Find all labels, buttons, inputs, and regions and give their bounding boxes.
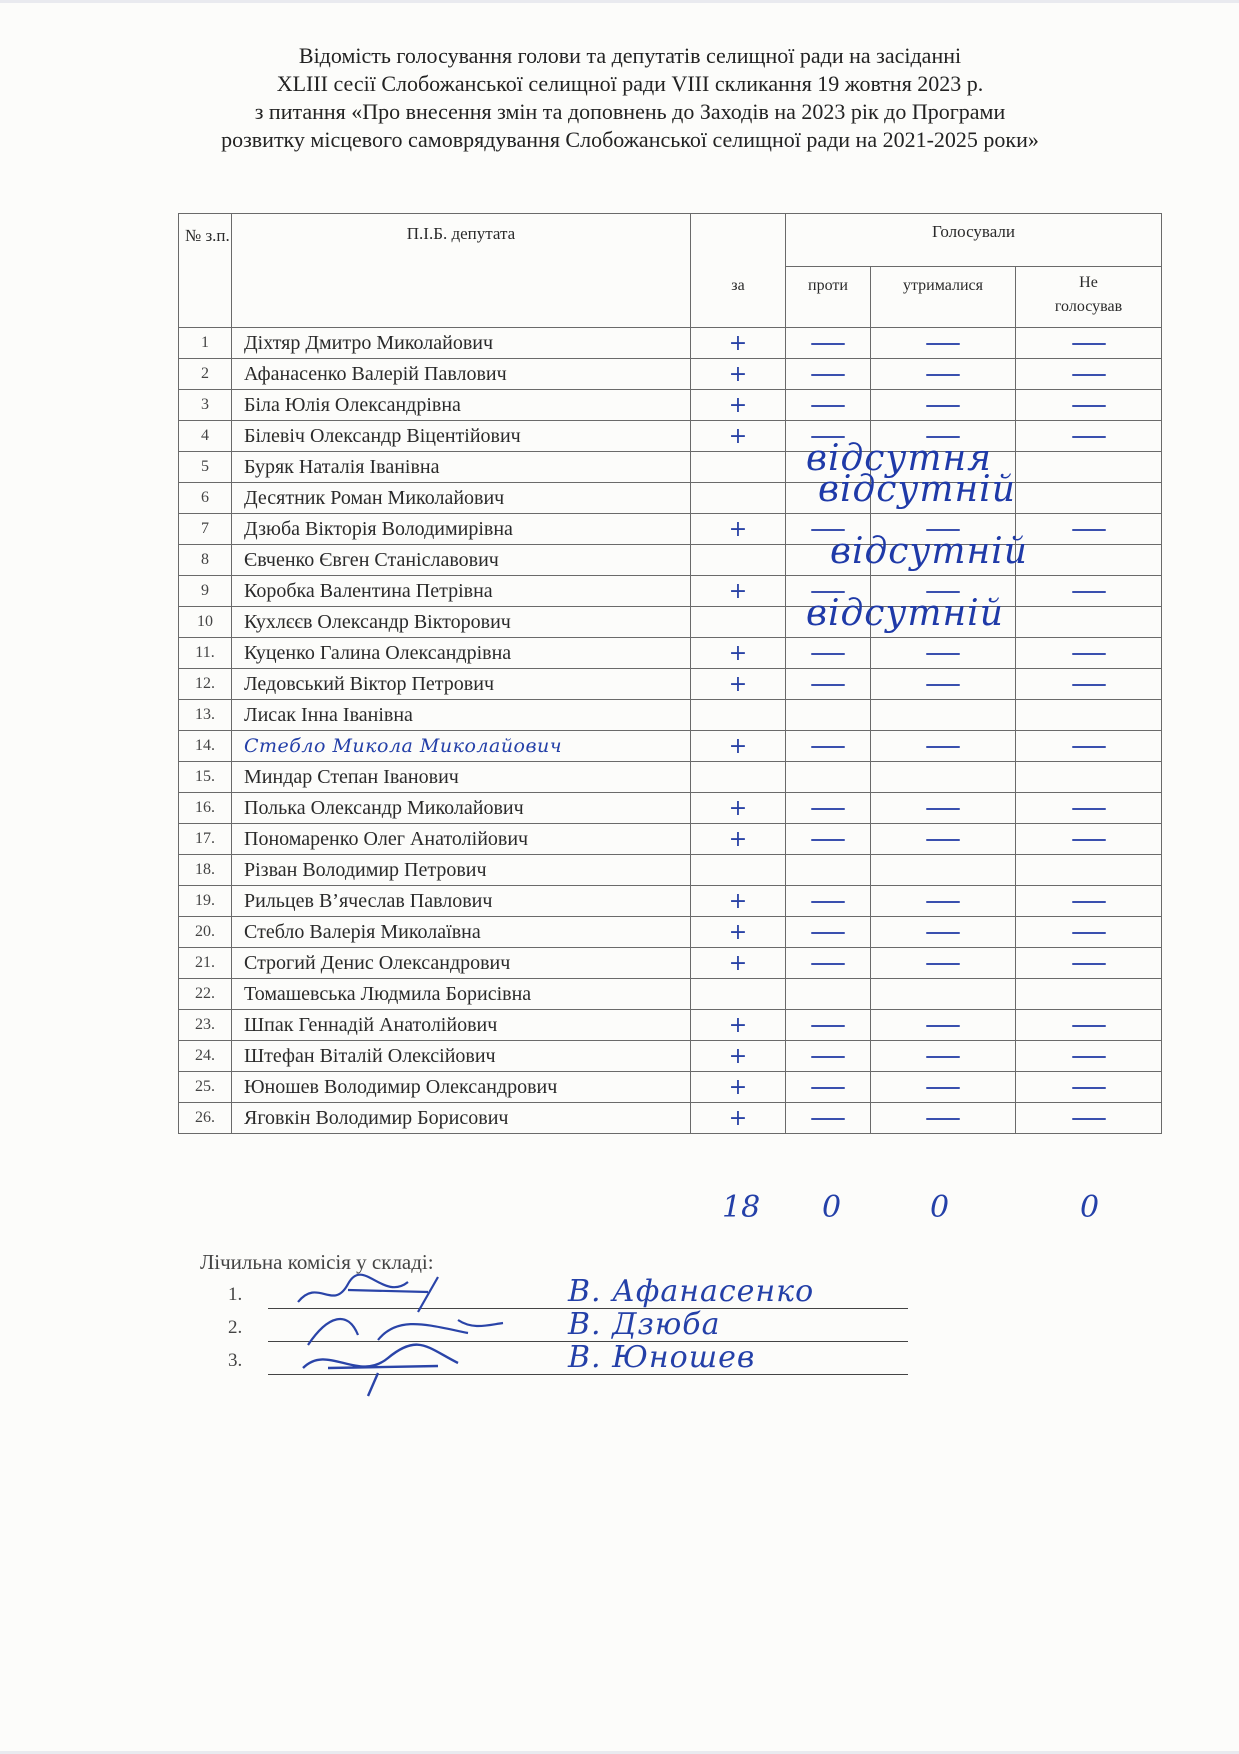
dash-mark	[811, 808, 845, 810]
vote-abstained-mark	[871, 886, 1016, 917]
vote-abstained-mark	[871, 359, 1016, 390]
table-row	[179, 1103, 1162, 1134]
vote-totals	[0, 1190, 1239, 1230]
vote-not-voted-mark	[1016, 886, 1162, 917]
absent-note: відсутня	[806, 437, 993, 479]
row-number: 6	[179, 483, 232, 514]
header-number: № з.п.	[179, 214, 232, 328]
row-number: 19.	[179, 886, 232, 917]
dash-mark	[926, 963, 960, 965]
vote-for-mark	[691, 979, 786, 1010]
deputy-name: Стебло Валерія Миколаївна	[232, 917, 691, 948]
scan-edge-top	[0, 0, 1239, 3]
vote-abstained-mark	[871, 483, 1016, 514]
vote-for-mark: +	[691, 886, 786, 917]
vote-not-voted-mark	[1016, 948, 1162, 979]
vote-not-voted-mark	[1016, 1072, 1162, 1103]
vote-abstained-mark	[871, 1041, 1016, 1072]
vote-against-mark	[786, 762, 871, 793]
vote-not-voted-mark	[1016, 638, 1162, 669]
row-number: 14.	[179, 731, 232, 762]
vote-abstained-mark	[871, 576, 1016, 607]
table-row	[179, 700, 1162, 731]
dash-mark	[926, 839, 960, 841]
dash-mark	[811, 1056, 845, 1058]
row-number: 23.	[179, 1010, 232, 1041]
vote-not-voted-mark	[1016, 607, 1162, 638]
table-row	[179, 545, 1162, 576]
table-row	[179, 731, 1162, 762]
deputy-name: Білевіч Олександр Віцентійович	[232, 421, 691, 452]
vote-abstained-mark	[871, 421, 1016, 452]
title-line-3: з питання «Про внесення змін та доповнень до Заходів на 2023 рік до Програми	[254, 99, 1006, 124]
vote-against-mark	[786, 917, 871, 948]
row-number: 17.	[179, 824, 232, 855]
dash-mark	[811, 746, 845, 748]
deputy-name: Різван Володимир Петрович	[232, 855, 691, 886]
vote-for-mark: +	[691, 1010, 786, 1041]
vote-for-mark: +	[691, 824, 786, 855]
vote-not-voted-mark	[1016, 855, 1162, 886]
dash-mark	[811, 374, 845, 376]
vote-abstained-mark	[871, 700, 1016, 731]
deputy-name: Пономаренко Олег Анатолійович	[232, 824, 691, 855]
deputy-name: Кухлєєв Олександр Вікторович	[232, 607, 691, 638]
commission-member-number: 2.	[228, 1317, 243, 1338]
dash-mark	[926, 684, 960, 686]
dash-mark	[1072, 343, 1106, 345]
vote-not-voted-mark	[1016, 514, 1162, 545]
vote-against-mark	[786, 390, 871, 421]
dash-mark	[1072, 746, 1106, 748]
row-number: 18.	[179, 855, 232, 886]
vote-against-mark	[786, 421, 871, 452]
vote-for-mark: +	[691, 1072, 786, 1103]
row-number: 5	[179, 452, 232, 483]
commission-member-name: В. Афанасенко	[568, 1274, 815, 1309]
row-number: 13.	[179, 700, 232, 731]
row-number: 25.	[179, 1072, 232, 1103]
vote-not-voted-mark	[1016, 793, 1162, 824]
dash-mark	[811, 529, 845, 531]
vote-for-mark: +	[691, 917, 786, 948]
vote-not-voted-mark	[1016, 390, 1162, 421]
vote-against-mark	[786, 545, 871, 576]
row-number: 2	[179, 359, 232, 390]
deputy-name: Штефан Віталій Олексійович	[232, 1041, 691, 1072]
total-against: 0	[822, 1190, 842, 1225]
table-row	[179, 328, 1162, 359]
vote-not-voted-mark	[1016, 328, 1162, 359]
vote-not-voted-mark	[1016, 762, 1162, 793]
dash-mark	[1072, 374, 1106, 376]
vote-not-voted-mark	[1016, 1041, 1162, 1072]
dash-mark	[1072, 684, 1106, 686]
row-number: 15.	[179, 762, 232, 793]
vote-abstained-mark	[871, 607, 1016, 638]
deputy-name: Дзюба Вікторія Володимирівна	[232, 514, 691, 545]
total-abstained: 0	[930, 1190, 950, 1225]
voting-table	[178, 213, 1162, 1134]
deputy-name: Яговкін Володимир Борисович	[232, 1103, 691, 1134]
dash-mark	[811, 1118, 845, 1120]
deputy-name: Юношев Володимир Олександрович	[232, 1072, 691, 1103]
dash-mark	[926, 1118, 960, 1120]
vote-abstained-mark	[871, 731, 1016, 762]
deputy-name: Афанасенко Валерій Павлович	[232, 359, 691, 390]
row-number: 8	[179, 545, 232, 576]
vote-against-mark	[786, 886, 871, 917]
dash-mark	[926, 1087, 960, 1089]
table-header-row-1	[179, 214, 1162, 267]
dash-mark	[926, 1056, 960, 1058]
title-line-4: розвитку місцевого самоврядування Слобожанської селищної ради на 2021-2025 роки»	[221, 127, 1039, 152]
row-number: 7	[179, 514, 232, 545]
vote-abstained-mark	[871, 1072, 1016, 1103]
dash-mark	[926, 591, 960, 593]
vote-against-mark	[786, 855, 871, 886]
deputy-name: Стебло Микола Миколайович	[232, 731, 691, 762]
row-number: 24.	[179, 1041, 232, 1072]
header-for: за	[691, 267, 786, 328]
dash-mark	[1072, 529, 1106, 531]
absent-note: відсутній	[818, 468, 1016, 510]
vote-not-voted-mark	[1016, 359, 1162, 390]
document-title	[150, 42, 1110, 154]
row-number: 11.	[179, 638, 232, 669]
deputy-name: Полька Олександр Миколайович	[232, 793, 691, 824]
vote-for-mark: +	[691, 638, 786, 669]
dash-mark	[811, 901, 845, 903]
dash-mark	[1072, 1025, 1106, 1027]
vote-against-mark	[786, 638, 871, 669]
vote-against-mark	[786, 979, 871, 1010]
table-row	[179, 452, 1162, 483]
row-number: 12.	[179, 669, 232, 700]
deputy-name: Десятник Роман Миколайович	[232, 483, 691, 514]
vote-not-voted-mark	[1016, 979, 1162, 1010]
commission-member-name: В. Юношев	[568, 1340, 756, 1375]
row-number: 4	[179, 421, 232, 452]
table-row	[179, 514, 1162, 545]
dash-mark	[1072, 808, 1106, 810]
vote-against-mark	[786, 1072, 871, 1103]
header-against: проти	[786, 267, 871, 328]
vote-against-mark	[786, 793, 871, 824]
table-row	[179, 886, 1162, 917]
table-body	[179, 328, 1162, 1134]
vote-against-mark	[786, 483, 871, 514]
total-not-voted: 0	[1080, 1190, 1100, 1225]
dash-mark	[926, 436, 960, 438]
vote-not-voted-mark	[1016, 700, 1162, 731]
vote-abstained-mark	[871, 855, 1016, 886]
deputy-name: Строгий Денис Олександрович	[232, 948, 691, 979]
vote-abstained-mark	[871, 948, 1016, 979]
vote-against-mark	[786, 514, 871, 545]
vote-against-mark	[786, 824, 871, 855]
vote-abstained-mark	[871, 390, 1016, 421]
vote-for-mark: +	[691, 669, 786, 700]
dash-mark	[811, 839, 845, 841]
dash-mark	[1072, 653, 1106, 655]
vote-against-mark	[786, 948, 871, 979]
dash-mark	[926, 901, 960, 903]
header-not-voted	[1016, 267, 1162, 328]
title-line-1: Відомість голосування голови та депутатів селищної ради на засіданні	[298, 43, 962, 68]
vote-abstained-mark	[871, 979, 1016, 1010]
header-not-voted-line2: голосував	[1054, 298, 1123, 315]
dash-mark	[811, 963, 845, 965]
vote-against-mark	[786, 1010, 871, 1041]
commission-label: Лічильна комісія у складі:	[200, 1250, 434, 1274]
row-number: 26.	[179, 1103, 232, 1134]
deputy-name: Буряк Наталія Іванівна	[232, 452, 691, 483]
table-row	[179, 421, 1162, 452]
dash-mark	[926, 374, 960, 376]
dash-mark	[811, 591, 845, 593]
vote-for-mark: +	[691, 948, 786, 979]
commission-member-name: В. Дзюба	[568, 1307, 721, 1342]
vote-abstained-mark	[871, 1010, 1016, 1041]
vote-not-voted-mark	[1016, 917, 1162, 948]
dash-mark	[811, 653, 845, 655]
dash-mark	[1072, 839, 1106, 841]
dash-mark	[926, 653, 960, 655]
vote-not-voted-mark	[1016, 452, 1162, 483]
vote-for-mark: +	[691, 731, 786, 762]
dash-mark	[926, 343, 960, 345]
vote-against-mark	[786, 328, 871, 359]
row-number: 20.	[179, 917, 232, 948]
commission-member-3	[228, 1340, 908, 1379]
dash-mark	[1072, 1056, 1106, 1058]
vote-abstained-mark	[871, 669, 1016, 700]
dash-mark	[1072, 591, 1106, 593]
vote-abstained-mark	[871, 793, 1016, 824]
dash-mark	[1072, 901, 1106, 903]
absent-note: відсутній	[830, 530, 1028, 572]
vote-against-mark	[786, 731, 871, 762]
vote-abstained-mark	[871, 638, 1016, 669]
vote-against-mark	[786, 452, 871, 483]
title-line-2: XLIII сесії Слобожанської селищної ради VIII скликання 19 жовтня 2023 р.	[276, 71, 984, 96]
dash-mark	[811, 1087, 845, 1089]
signature-3	[288, 1338, 508, 1398]
vote-for-mark	[691, 607, 786, 638]
commission-list	[228, 1274, 908, 1379]
table-row	[179, 824, 1162, 855]
row-number: 22.	[179, 979, 232, 1010]
deputy-name: Томашевська Людмила Борисівна	[232, 979, 691, 1010]
commission-member-number: 1.	[228, 1284, 243, 1305]
vote-for-mark: +	[691, 421, 786, 452]
deputy-name: Лисак Інна Іванівна	[232, 700, 691, 731]
vote-for-mark: +	[691, 359, 786, 390]
vote-abstained-mark	[871, 1103, 1016, 1134]
deputy-name: Шпак Геннадій Анатолійович	[232, 1010, 691, 1041]
table-row	[179, 793, 1162, 824]
header-abstained: утрималися	[871, 267, 1016, 328]
table-row	[179, 390, 1162, 421]
dash-mark	[811, 932, 845, 934]
deputy-name: Миндар Степан Іванович	[232, 762, 691, 793]
row-number: 9	[179, 576, 232, 607]
dash-mark	[926, 1025, 960, 1027]
vote-abstained-mark	[871, 762, 1016, 793]
dash-mark	[1072, 405, 1106, 407]
table-row	[179, 948, 1162, 979]
vote-against-mark	[786, 1041, 871, 1072]
row-number: 3	[179, 390, 232, 421]
dash-mark	[926, 932, 960, 934]
vote-abstained-mark	[871, 824, 1016, 855]
vote-not-voted-mark	[1016, 545, 1162, 576]
vote-for-mark: +	[691, 328, 786, 359]
vote-for-mark	[691, 700, 786, 731]
dash-mark	[811, 684, 845, 686]
vote-not-voted-mark	[1016, 483, 1162, 514]
vote-not-voted-mark	[1016, 576, 1162, 607]
table-row	[179, 917, 1162, 948]
table-row	[179, 1041, 1162, 1072]
vote-for-mark	[691, 483, 786, 514]
header-voted: Голосували	[786, 214, 1162, 267]
vote-for-mark: +	[691, 1041, 786, 1072]
vote-abstained-mark	[871, 545, 1016, 576]
table-row	[179, 607, 1162, 638]
deputy-name: Куценко Галина Олександрівна	[232, 638, 691, 669]
dash-mark	[1072, 1087, 1106, 1089]
table-row	[179, 576, 1162, 607]
table-row	[179, 1010, 1162, 1041]
vote-for-mark	[691, 545, 786, 576]
dash-mark	[1072, 436, 1106, 438]
table-row	[179, 979, 1162, 1010]
vote-not-voted-mark	[1016, 669, 1162, 700]
dash-mark	[1072, 932, 1106, 934]
vote-not-voted-mark	[1016, 421, 1162, 452]
vote-against-mark	[786, 359, 871, 390]
vote-not-voted-mark	[1016, 731, 1162, 762]
header-deputy-name: П.І.Б. депутата	[232, 214, 691, 328]
vote-for-mark	[691, 452, 786, 483]
header-not-voted-line1: Не	[1079, 274, 1098, 291]
dash-mark	[1072, 1118, 1106, 1120]
deputy-name: Біла Юлія Олександрівна	[232, 390, 691, 421]
vote-for-mark: +	[691, 793, 786, 824]
vote-against-mark	[786, 607, 871, 638]
dash-mark	[926, 746, 960, 748]
deputy-name: Коробка Валентина Петрівна	[232, 576, 691, 607]
deputy-name: Рильцев В’ячеслав Павлович	[232, 886, 691, 917]
absent-note: відсутній	[806, 592, 1004, 634]
vote-for-mark	[691, 855, 786, 886]
vote-not-voted-mark	[1016, 1103, 1162, 1134]
table-row	[179, 669, 1162, 700]
vote-for-mark: +	[691, 576, 786, 607]
deputy-name: Євченко Євген Станіславович	[232, 545, 691, 576]
row-number: 1	[179, 328, 232, 359]
table-row	[179, 483, 1162, 514]
table-row	[179, 638, 1162, 669]
deputy-name: Ледовський Віктор Петрович	[232, 669, 691, 700]
dash-mark	[811, 343, 845, 345]
dash-mark	[811, 405, 845, 407]
row-number: 10	[179, 607, 232, 638]
vote-against-mark	[786, 669, 871, 700]
row-number: 16.	[179, 793, 232, 824]
table-row	[179, 855, 1162, 886]
vote-against-mark	[786, 576, 871, 607]
row-number: 21.	[179, 948, 232, 979]
vote-against-mark	[786, 700, 871, 731]
vote-not-voted-mark	[1016, 824, 1162, 855]
commission-member-number: 3.	[228, 1350, 243, 1371]
dash-mark	[926, 529, 960, 531]
vote-against-mark	[786, 1103, 871, 1134]
dash-mark	[926, 808, 960, 810]
vote-not-voted-mark	[1016, 1010, 1162, 1041]
deputy-name: Діхтяр Дмитро Миколайович	[232, 328, 691, 359]
dash-mark	[811, 436, 845, 438]
vote-abstained-mark	[871, 452, 1016, 483]
dash-mark	[926, 405, 960, 407]
vote-for-mark: +	[691, 1103, 786, 1134]
vote-for-mark	[691, 762, 786, 793]
dash-mark	[811, 1025, 845, 1027]
vote-for-mark: +	[691, 514, 786, 545]
dash-mark	[1072, 963, 1106, 965]
vote-abstained-mark	[871, 328, 1016, 359]
total-for: 18	[722, 1190, 761, 1225]
table-row	[179, 762, 1162, 793]
header-empty-cell	[691, 214, 786, 267]
vote-for-mark: +	[691, 390, 786, 421]
vote-abstained-mark	[871, 917, 1016, 948]
table-row	[179, 1072, 1162, 1103]
table-row	[179, 359, 1162, 390]
vote-abstained-mark	[871, 514, 1016, 545]
